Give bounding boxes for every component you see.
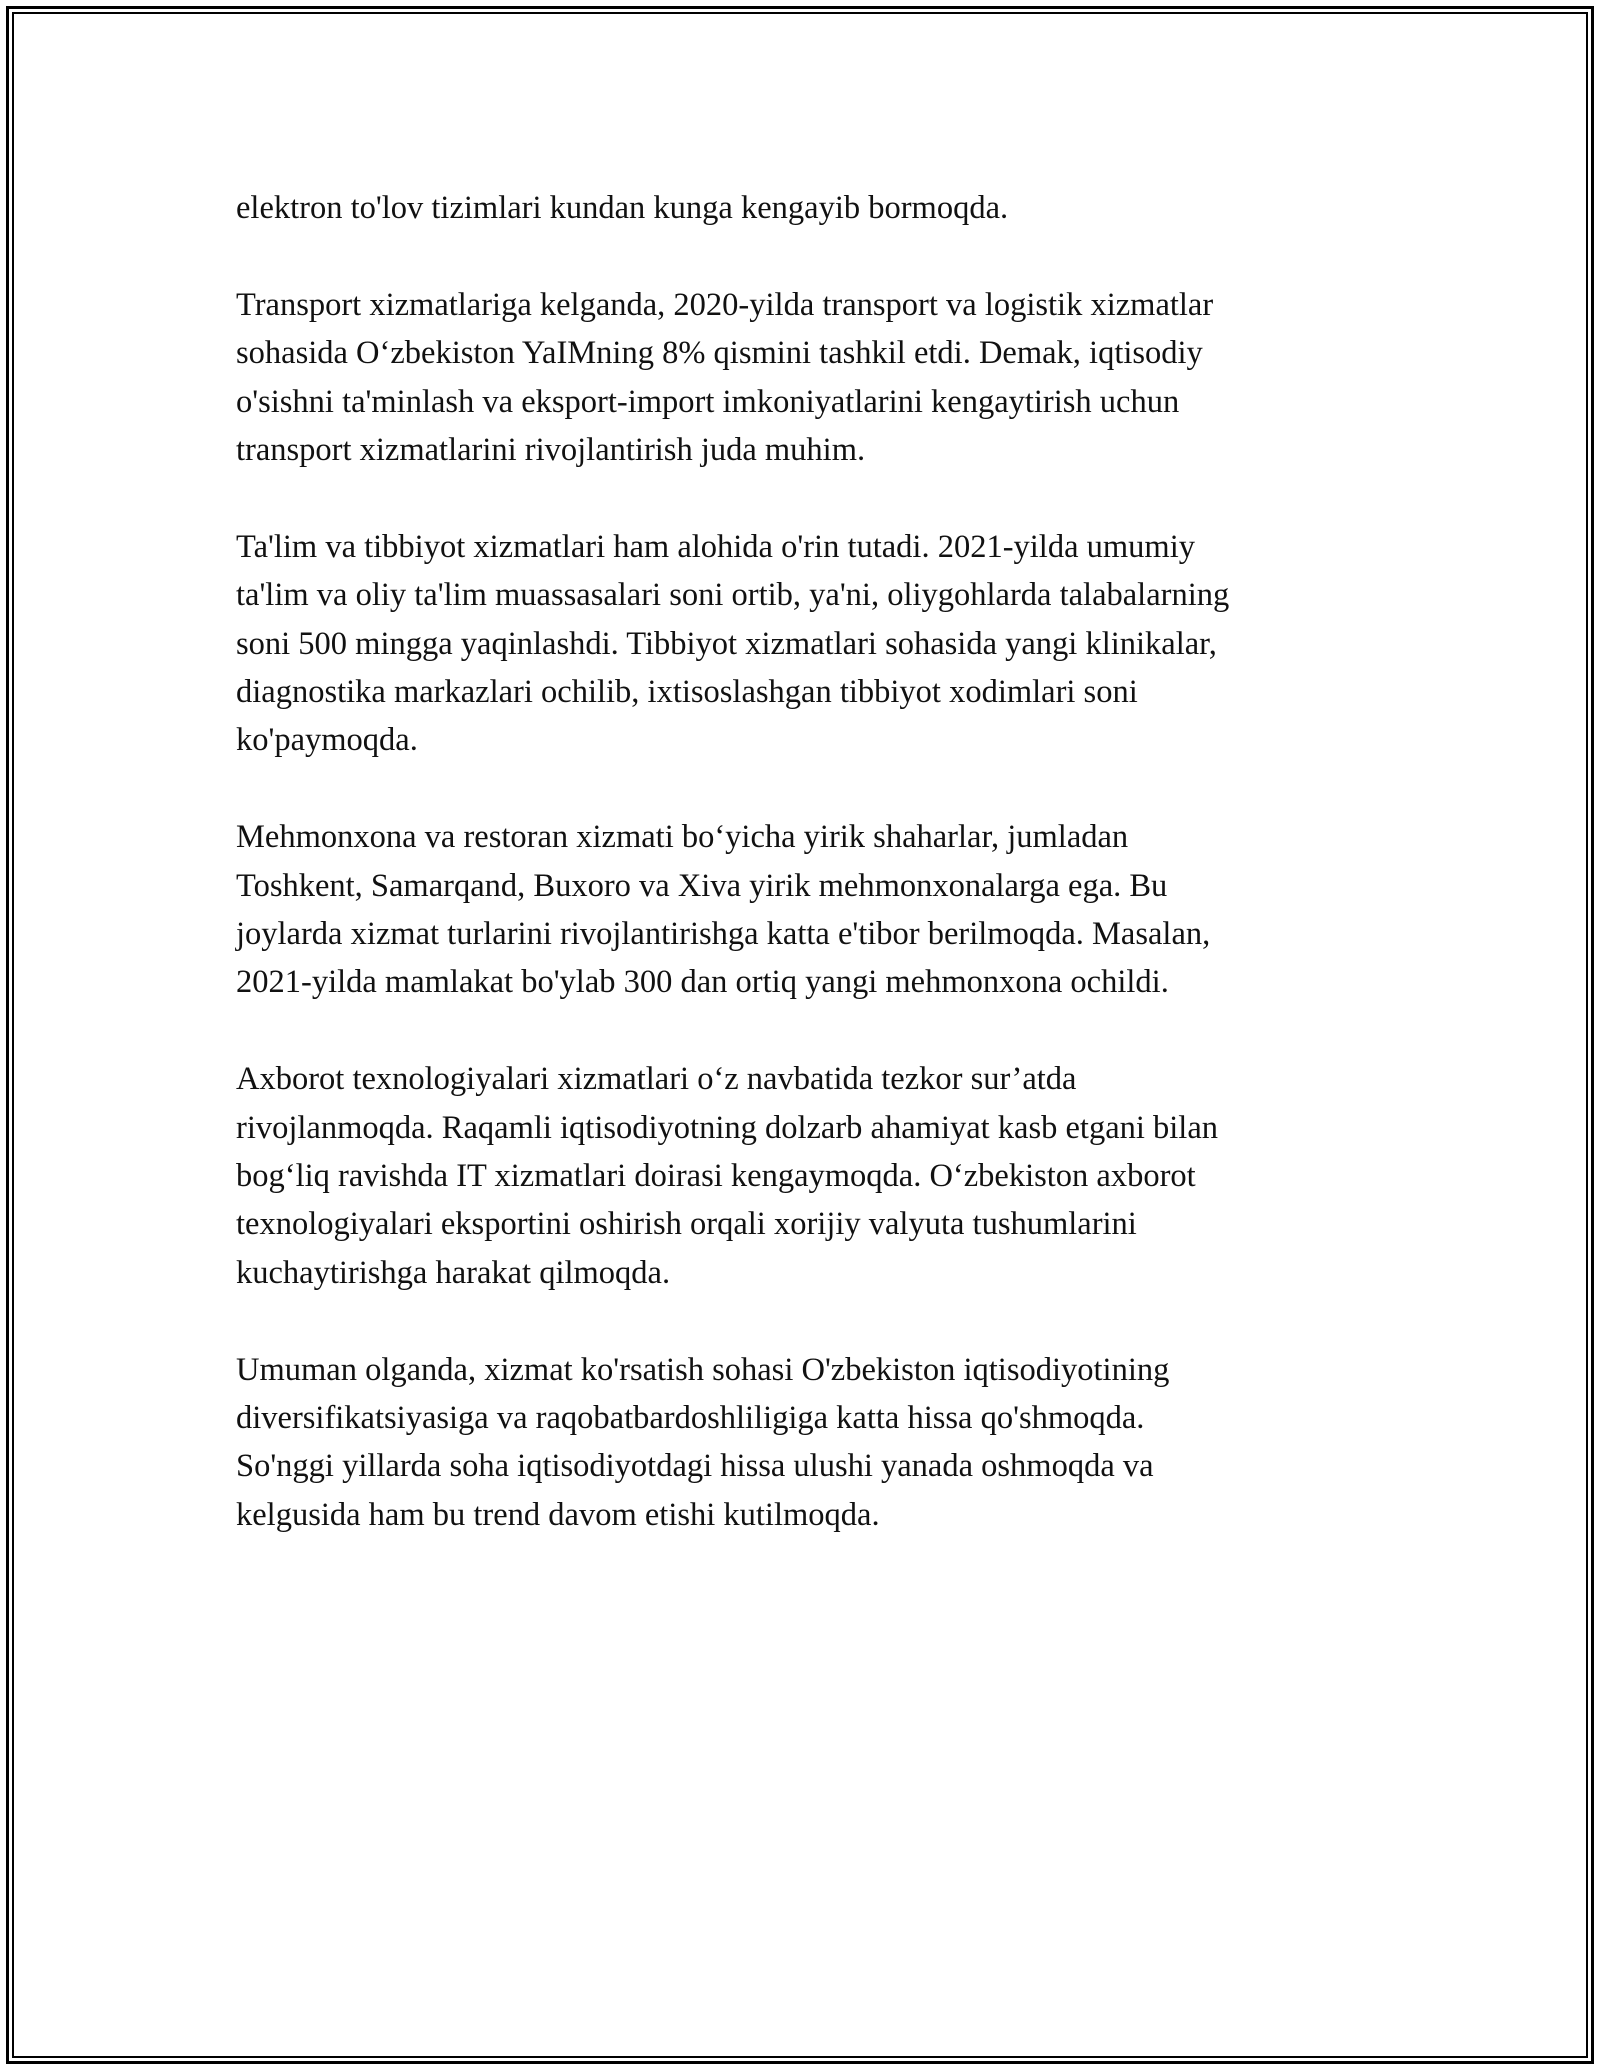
- paragraph-education-health: Ta'lim va tibbiyot xizmatlari ham alohida o'rin tutadi. 2021-yilda umumiy ta'lim va oliy ta'lim muassasalari soni ortib, ya'ni, oliygohlarda talabalarning soni 500 mingga yaqinlashdi. Tibbiyot xizmatlari sohasida yangi klinikalar, diagnostika markazlari ochilib, ixtisoslashgan tibbiyot xodimlari soni ko'paymoqda.: [236, 528, 1230, 759]
- paragraph-hospitality: Mehmonxona va restoran xizmati bo‘yicha yirik shaharlar, jumladan Toshkent, Samarqand, Buxoro va Xiva yirik mehmonxonalarga ega. Bu joylarda xizmat turlarini rivojlantirishga katta e'tibor berilmoqda. Masalan, 2021-yilda mamlakat bo'ylab 300 dan ortiq yangi mehmonxona ochildi.: [236, 819, 1211, 1001]
- paragraph-conclusion: Umuman olganda, xizmat ko'rsatish sohasi O'zbekiston iqtisodiyotining diversifikatsiyasiga va raqobatbardoshliligiga katta hissa qo'shmoqda. So'nggi yillarda soha iqtisodiyotdagi hissa ulushi yanada oshmoqda va kelgusida ham bu trend davom etishi kutilmoqda.: [236, 1351, 1170, 1533]
- paragraph-it-services: Axborot texnologiyalari xizmatlari o‘z navbatida tezkor sur’atda rivojlanmoqda. Raqamli iqtisodiyotning dolzarb ahamiyat kasb etgani bilan bog‘liq ravishda IT xizmatlari doirasi kengaymoqda. O‘zbekiston axborot texnologiyalari eksportini oshirish orqali xorijiy valyuta tushumlarini kuchaytirishga harakat qilmoqda.: [236, 1061, 1219, 1291]
- paragraph-transport: Transport xizmatlariga kelganda, 2020-yilda transport va logistik xizmatlar sohasida O‘zbekiston YaIMning 8% qismini tashkil etdi. Demak, iqtisodiy o'sishni ta'minlash va eksport-import imkoniyatlarini kengaytirish uchun transport xizmatlarini rivojlantirish juda muhim.: [236, 286, 1214, 469]
- document-body: [236, 184, 1376, 1588]
- paragraph-payments: elektron to'lov tizimlari kundan kunga kengayib bormoqda.: [236, 190, 1009, 226]
